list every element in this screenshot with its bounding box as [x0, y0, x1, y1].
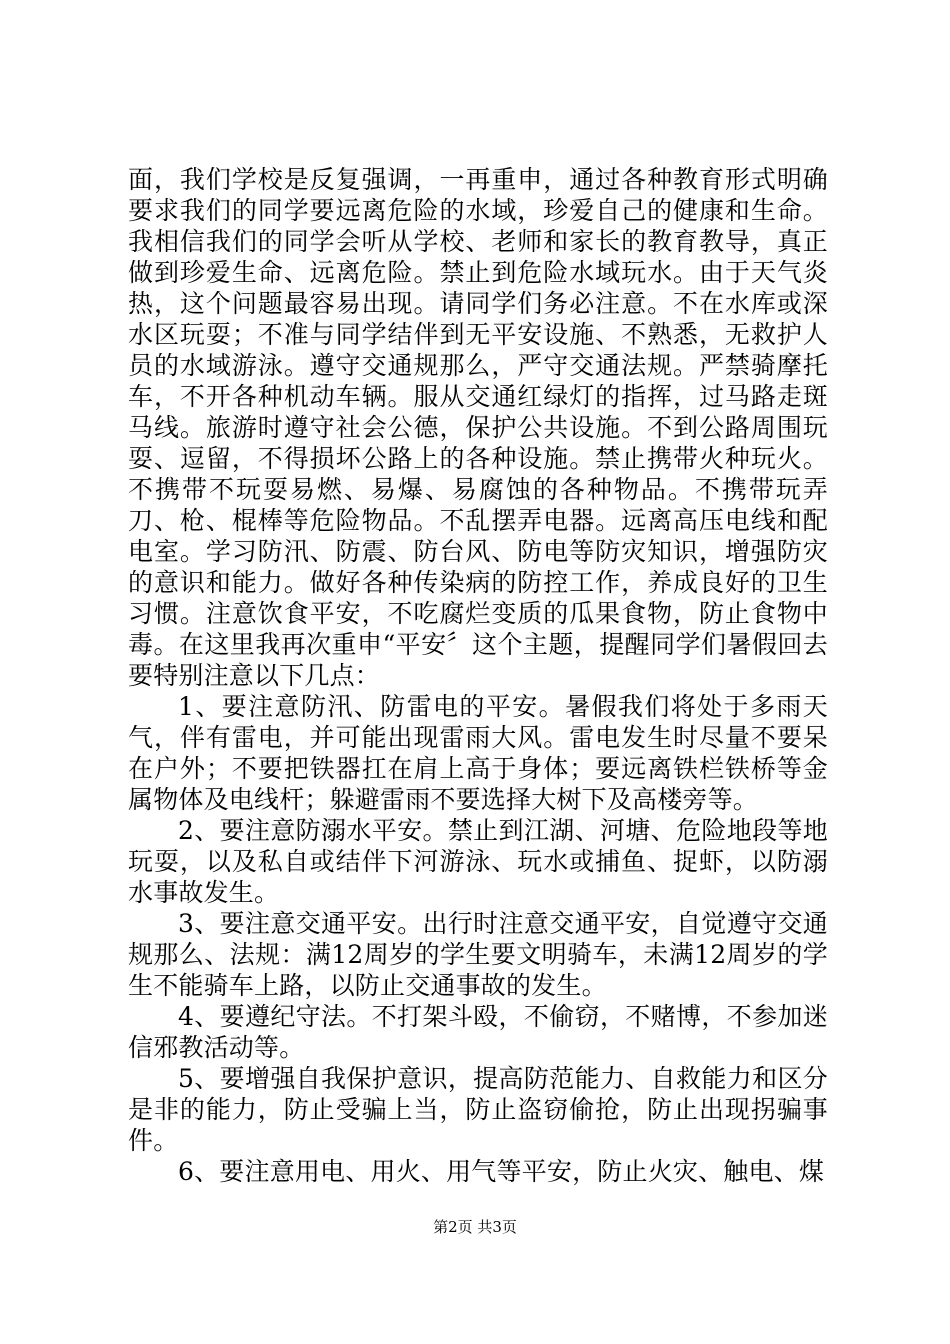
paragraph-item-2: 2、要注意防溺水平安。禁止到江湖、河塘、危险地段等地玩耍，以及私自或结伴下河游泳、玩水或捕鱼、捉虾，以防溺水事故发生。: [128, 816, 828, 907]
paragraph-item-4: 4、要遵纪守法。不打架斗殴，不偷窃，不赌博，不参加迷信邪教活动等。: [128, 1002, 828, 1062]
paragraph-item-3: 3、要注意交通平安。出行时注意交通平安，自觉遵守交通规那么、法规：满12周岁的学生要文明骑车，未满12周岁的学生不能骑车上路，以防止交通事故的发生。: [128, 909, 828, 1000]
document-body: [128, 164, 828, 1187]
paragraph-intro: 面，我们学校是反复强调，一再重申，通过各种教育形式明确要求我们的同学要远离危险的水域，珍爱自己的健康和生命。我相信我们的同学会听从学校、老师和家长的教育教导，真正做到珍爱生命、远离危险。禁止到危险水域玩水。由于天气炎热，这个问题最容易出现。请同学们务必注意。不在水库或深水区玩耍；不准与同学结伴到无平安设施、不熟悉，无救护人员的水域游泳。遵守交通规那么，严守交通法规。严禁骑摩托车，不开各种机动车辆。服从交通红绿灯的指挥，过马路走斑马线。旅游时遵守社会公德，保护公共设施。不到公路周围玩耍、逗留，不得损坏公路上的各种设施。禁止携带火种玩火。不携带不玩耍易燃、易爆、易腐蚀的各种物品。不携带玩弄刀、枪、棍棒等危险物品。不乱摆弄电器。远离高压电线和配电室。学习防汛、防震、防台风、防电等防灾知识，增强防灾的意识和能力。做好各种传染病的防控工作，养成良好的卫生习惯。注意饮食平安，不吃腐烂变质的瓜果食物，防止食物中毒。在这里我再次重申“平安〞这个主题，提醒同学们暑假回去要特别注意以下几点：: [128, 165, 828, 690]
page-number-footer: 第2页 共3页: [433, 1218, 517, 1236]
paragraph-item-5: 5、要增强自我保护意识，提高防范能力、自救能力和区分是非的能力，防止受骗上当，防止盗窃偷抢，防止出现拐骗事件。: [128, 1064, 828, 1155]
paragraph-item-6: 6、要注意用电、用火、用气等平安，防止火灾、触电、煤: [178, 1157, 825, 1186]
paragraph-item-1: 1、要注意防汛、防雷电的平安。暑假我们将处于多雨天气，伴有雷电，并可能出现雷雨大风。雷电发生时尽量不要呆在户外；不要把铁器扛在肩上高于身体；要远离铁栏铁桥等金属物体及电线杆；躲避雷雨不要选择大树下及高楼旁等。: [128, 692, 828, 814]
